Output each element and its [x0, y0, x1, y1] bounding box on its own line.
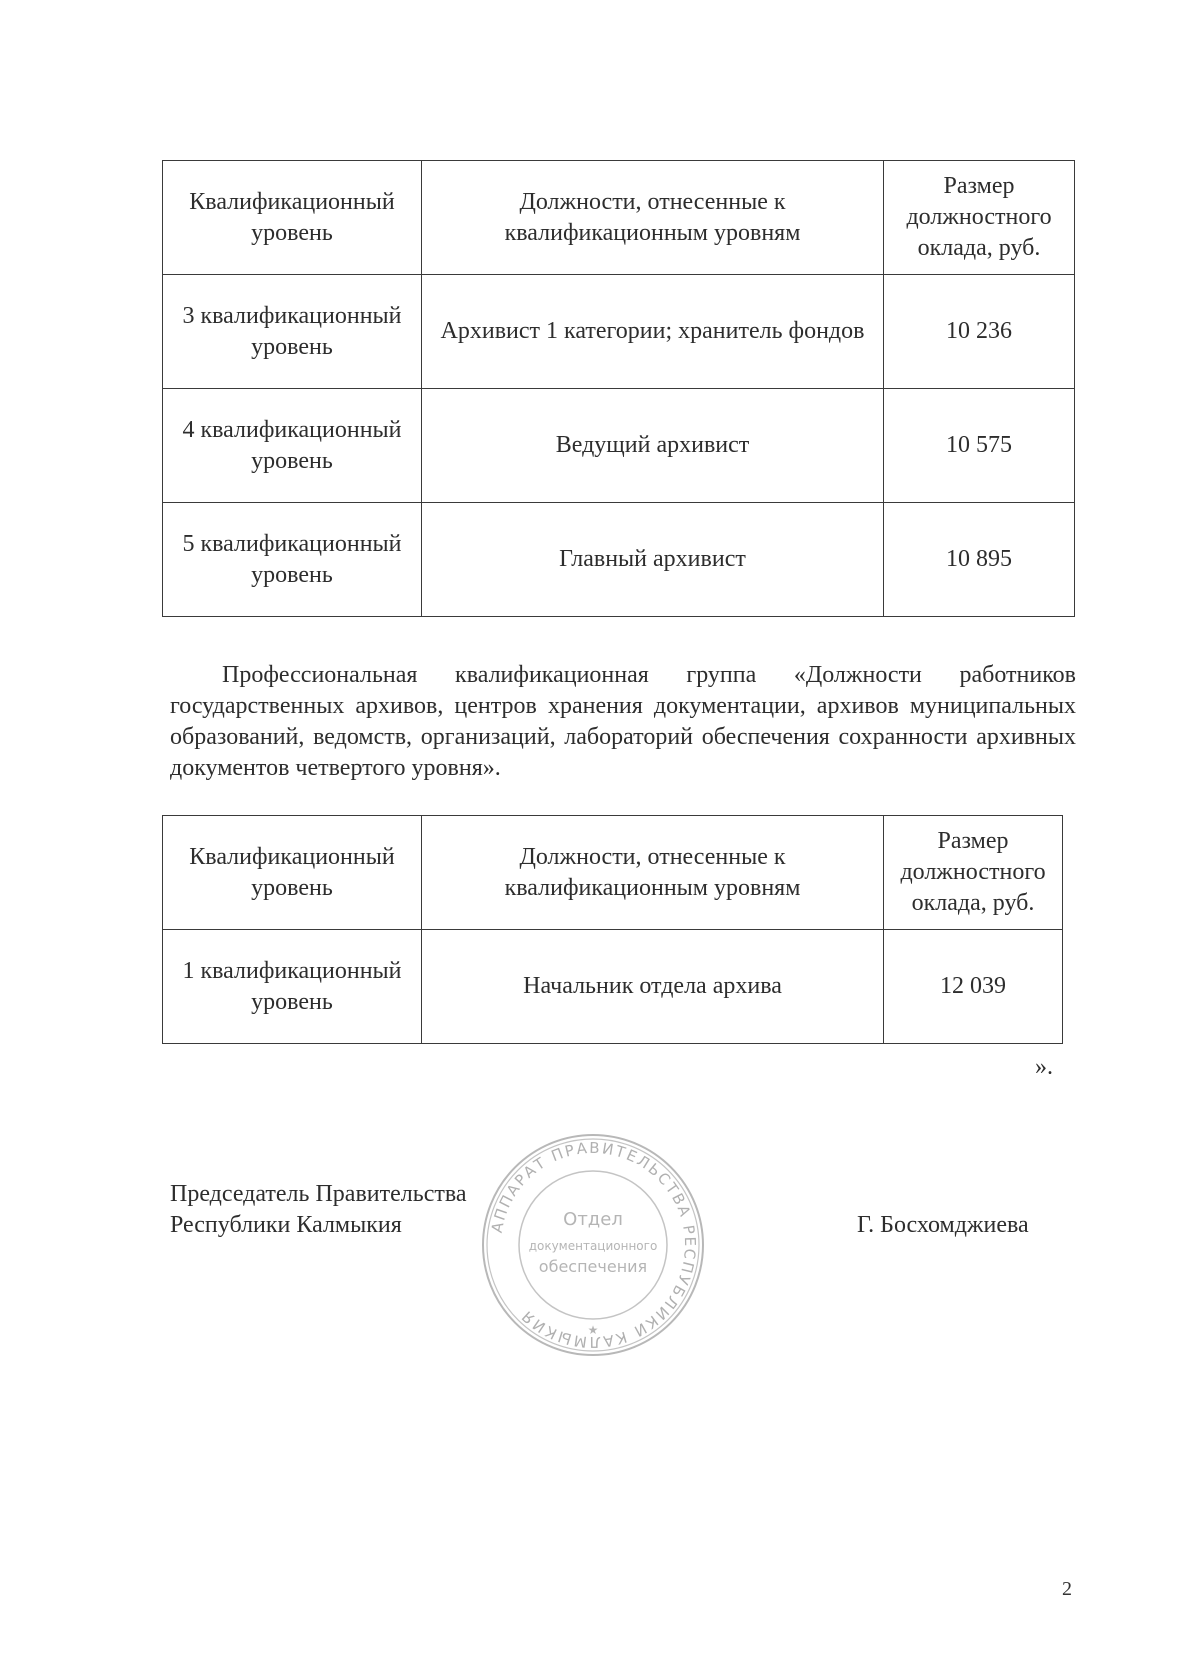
stamp-ring-text: АППАРАТ ПРАВИТЕЛЬСТВА РЕСПУБЛИКИ КАЛМЫКИЯ [487, 1138, 700, 1352]
stamp-center-line1: Отдел [563, 1209, 623, 1230]
cell-position: Главный архивист [422, 503, 884, 617]
cell-position: Начальник отдела архива [422, 930, 884, 1044]
table-row [163, 275, 1075, 389]
header-positions: Должности, отнесенные к квалификационным уровням [422, 816, 884, 930]
salary-table-level-3 [162, 160, 1075, 617]
cell-level: 3 квалификационный уровень [163, 275, 422, 389]
header-positions: Должности, отнесенные к квалификационным уровням [422, 161, 884, 275]
cell-salary: 10 895 [884, 503, 1075, 617]
cell-salary: 12 039 [884, 930, 1063, 1044]
cell-position: Архивист 1 категории; хранитель фондов [422, 275, 884, 389]
cell-level: 1 квалификационный уровень [163, 930, 422, 1044]
signer-title-line2: Республики Калмыкия [170, 1212, 402, 1238]
table-row [163, 389, 1075, 503]
cell-position: Ведущий архивист [422, 389, 884, 503]
page-number: 2 [1062, 1578, 1072, 1600]
cell-level: 4 квалификационный уровень [163, 389, 422, 503]
signer-title [170, 1179, 467, 1241]
header-qualification-level: Квалификационный уровень [163, 816, 422, 930]
header-qualification-level: Квалификационный уровень [163, 161, 422, 275]
official-stamp-seal [478, 1130, 708, 1360]
professional-group-paragraph: Профессиональная квалификационная группа «Должности работников государственных архивов, центров хранения документации, архивов муниципальных образований, ведомств, организаций, лабораторий обеспечения сохранности архивных документов четвертого уровня». [170, 662, 1076, 781]
table-header-row [163, 816, 1063, 930]
table-header-row [163, 161, 1075, 275]
cell-salary: 10 236 [884, 275, 1075, 389]
cell-level: 5 квалификационный уровень [163, 503, 422, 617]
header-salary: Размер должностного оклада, руб. [884, 816, 1063, 930]
header-salary: Размер должностного оклада, руб. [884, 161, 1075, 275]
table-row [163, 503, 1075, 617]
cell-salary: 10 575 [884, 389, 1075, 503]
table-row [163, 930, 1063, 1044]
signer-name: Г. Босхомджиева [857, 1212, 1029, 1238]
stamp-center-line3: обеспечения [538, 1257, 648, 1276]
closing-quote-mark: ». [1035, 1054, 1053, 1080]
stamp-star-icon: ★ [587, 1323, 599, 1337]
signer-title-line1: Председатель Правительства [170, 1181, 467, 1207]
stamp-center-line2: документационного [528, 1239, 658, 1253]
salary-table-level-4 [162, 815, 1063, 1044]
